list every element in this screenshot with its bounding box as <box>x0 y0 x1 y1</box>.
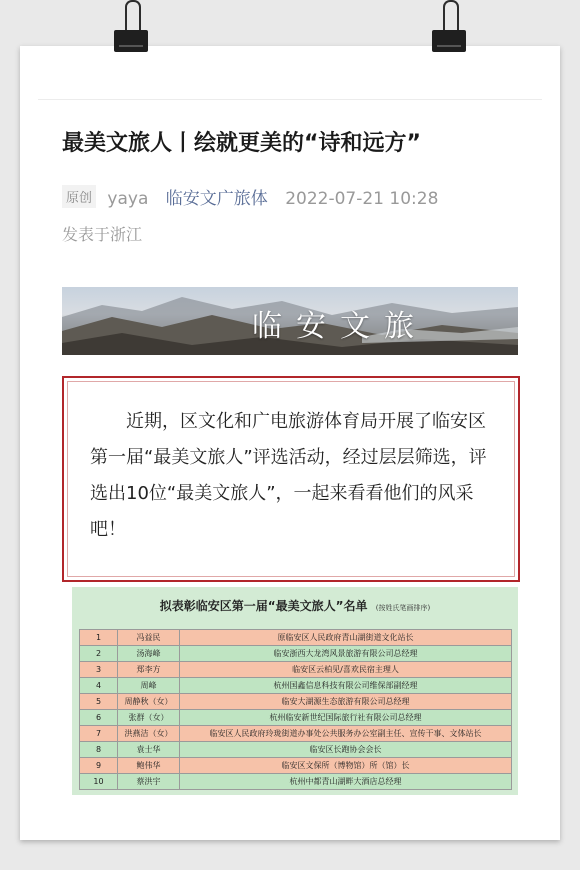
clip-body <box>432 30 466 52</box>
table-row <box>80 726 512 742</box>
row-role-cell: 临安区文保所（博物馆）所（馆）长 <box>180 758 512 774</box>
row-name-cell: 周峰 <box>118 678 180 694</box>
row-name-cell: 洪燕洁（女） <box>118 726 180 742</box>
row-role-cell: 临安区长跑协会会长 <box>180 742 512 758</box>
row-role-cell: 临安区人民政府玲珑街道办事处公共服务办公室副主任、宣传干事、文体站长 <box>180 726 512 742</box>
row-index-cell: 6 <box>80 710 118 726</box>
row-index-cell: 2 <box>80 646 118 662</box>
row-index-cell: 8 <box>80 742 118 758</box>
clip-wire <box>443 0 459 30</box>
row-name-cell: 张群（女） <box>118 710 180 726</box>
banner-image <box>62 287 518 355</box>
article-title: 最美文旅人丨绘就更美的“诗和远方” <box>62 131 421 156</box>
row-name-cell: 蔡洪宇 <box>118 774 180 790</box>
table-row <box>80 758 512 774</box>
table-title <box>72 587 518 625</box>
row-role-cell: 杭州中都青山湖畔大酒店总经理 <box>180 774 512 790</box>
intro-box <box>62 376 520 582</box>
binder-clip-left <box>114 0 148 62</box>
row-role-cell: 临安浙西大龙湾风景旅游有限公司总经理 <box>180 646 512 662</box>
banner-title: 临安文旅 <box>252 309 428 344</box>
row-name-cell: 袁士华 <box>118 742 180 758</box>
table-row <box>80 774 512 790</box>
publish-datetime: 2022-07-21 10:28 <box>285 189 439 209</box>
table-title-text: 拟表彰临安区第一届“最美文旅人”名单 <box>159 599 368 613</box>
row-index-cell: 5 <box>80 694 118 710</box>
row-index-cell: 4 <box>80 678 118 694</box>
table-row <box>80 662 512 678</box>
row-name-cell: 冯益民 <box>118 630 180 646</box>
account-link[interactable]: 临安文广旅体 <box>165 189 268 209</box>
row-index-cell: 7 <box>80 726 118 742</box>
table-row <box>80 646 512 662</box>
publish-location: 发表于浙江 <box>62 225 143 244</box>
row-role-cell: 杭州临安新世纪国际旅行社有限公司总经理 <box>180 710 512 726</box>
honoree-table <box>79 629 512 790</box>
honoree-table-image <box>72 587 518 795</box>
table-row <box>80 678 512 694</box>
top-divider <box>38 99 542 100</box>
table-row <box>80 694 512 710</box>
row-name-cell: 郑李方 <box>118 662 180 678</box>
table-title-note: (按姓氏笔画排序) <box>375 604 431 612</box>
row-name-cell: 汤海峰 <box>118 646 180 662</box>
row-index-cell: 10 <box>80 774 118 790</box>
binder-clip-right <box>432 0 466 62</box>
row-index-cell: 1 <box>80 630 118 646</box>
row-role-cell: 杭州国鑫信息科技有限公司维保部副经理 <box>180 678 512 694</box>
row-role-cell: 原临安区人民政府青山湖街道文化站长 <box>180 630 512 646</box>
intro-text: 近期，区文化和广电旅游体育局开展了临安区第一届“最美文旅人”评选活动，经过层层筛选，评选出10位“最美文旅人”，一起来看看他们的风采吧！ <box>90 411 487 540</box>
table-row <box>80 742 512 758</box>
row-name-cell: 鲍伟华 <box>118 758 180 774</box>
original-tag: 原创 <box>62 185 96 208</box>
table-row <box>80 630 512 646</box>
intro-inner-border <box>67 381 515 577</box>
clip-body <box>114 30 148 52</box>
table-row <box>80 710 512 726</box>
row-index-cell: 3 <box>80 662 118 678</box>
article-meta <box>62 184 438 209</box>
row-name-cell: 周静秋（女） <box>118 694 180 710</box>
clip-wire <box>125 0 141 30</box>
author-name: yaya <box>107 189 149 209</box>
row-index-cell: 9 <box>80 758 118 774</box>
row-role-cell: 临安大湖源生态旅游有限公司总经理 <box>180 694 512 710</box>
row-role-cell: 临安区云柏见/喜欢民宿主理人 <box>180 662 512 678</box>
